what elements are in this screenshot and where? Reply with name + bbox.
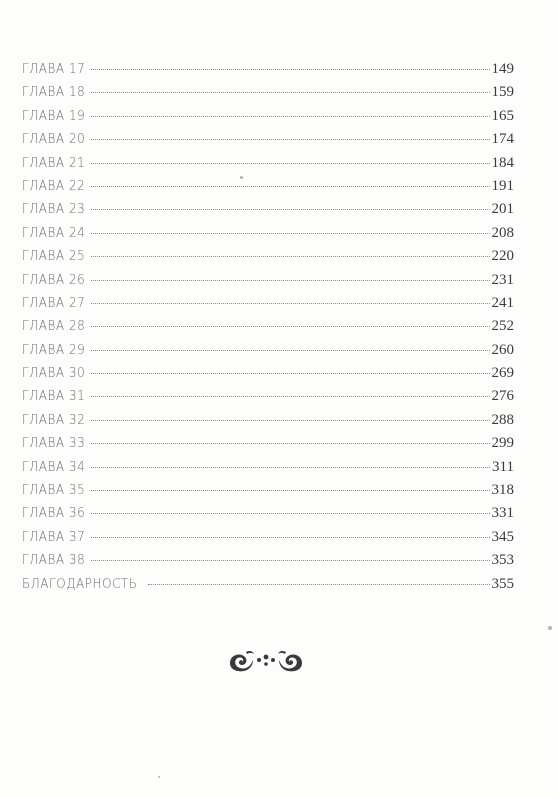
dot-leader [91,139,490,140]
toc-entry-title: ГЛАВА 34 [22,459,86,475]
toc-entry[interactable] [22,222,514,245]
toc-entry[interactable] [22,315,514,338]
toc-entry-page: 331 [491,505,514,522]
toc-entry-page: 353 [491,552,514,569]
toc-entry-title: ГЛАВА 21 [22,155,86,171]
toc-entry-title: ГЛАВА 26 [22,272,86,288]
dot-leader [148,584,490,585]
toc-entry-page: 269 [491,365,514,382]
dot-leader [91,467,490,468]
toc-entry-page: 149 [491,61,514,77]
dot-leader [91,116,490,117]
toc-entry[interactable] [22,105,514,128]
toc-entry[interactable] [22,175,514,198]
toc-entry-title: ГЛАВА 37 [22,529,86,545]
toc-entry-title: ГЛАВА 24 [22,225,86,241]
toc-entry-page: 241 [491,294,514,311]
dot-leader [91,560,490,561]
paper-speck [158,776,160,778]
dot-leader [91,373,490,374]
dot-leader [91,350,490,351]
toc-entry[interactable] [22,362,514,385]
dot-leader [91,186,490,187]
toc-entry-page: 311 [492,458,514,475]
toc-entry[interactable] [22,456,514,479]
toc-entry-title: ГЛАВА 22 [22,178,86,194]
toc-entry[interactable] [22,269,514,292]
toc-entry-page: 201 [491,201,514,218]
toc-entry-page: 208 [491,224,514,241]
toc-entry-page: 252 [491,318,514,335]
dot-leader [91,396,490,397]
paper-speck [548,626,552,630]
dot-leader [91,490,490,491]
toc-entry[interactable] [22,479,514,502]
toc-entry-page: 276 [491,388,514,405]
toc-entry-title: ГЛАВА 29 [22,342,86,358]
dot-leader [91,92,490,93]
dot-leader [91,513,490,514]
toc-entry-page: 220 [491,248,514,265]
toc-entry-title: ГЛАВА 27 [22,295,86,311]
toc-entry-page: 345 [491,528,514,545]
toc-entry-page: 191 [491,177,514,194]
toc-entry-page: 231 [491,271,514,288]
toc-entry-title: ГЛАВА 20 [22,132,86,148]
dot-leader [91,326,490,327]
toc-entry-title: ГЛАВА 30 [22,366,86,382]
toc-entry-title: ГЛАВА 28 [22,319,86,335]
toc-entry[interactable] [22,128,514,151]
toc-entry[interactable] [22,385,514,408]
toc-entry[interactable] [22,339,514,362]
toc-entry-title: ГЛАВА 23 [22,202,86,218]
toc-entry-title: ГЛАВА 19 [22,108,86,124]
toc-entry-page: 260 [491,341,514,358]
toc-entry-title: ГЛАВА 35 [22,483,86,499]
toc-entry-page: 299 [491,435,514,452]
toc-entry-title: ГЛАВА 31 [22,389,86,405]
dot-leader [91,443,490,444]
dot-leader [91,163,490,164]
toc-entry-page: 355 [491,575,514,592]
dot-leader [91,537,490,538]
toc-entry[interactable] [22,292,514,315]
toc-entry[interactable] [22,526,514,549]
flourish-ornament-icon [226,646,306,676]
toc-entry-title: ГЛАВА 25 [22,249,86,265]
toc-entry-page: 184 [491,154,514,171]
toc-entry-title: ГЛАВА 32 [22,412,86,428]
dot-leader [91,233,490,234]
toc-entry[interactable] [22,502,514,525]
toc-entry[interactable] [22,198,514,221]
dot-leader [91,256,490,257]
toc-entry-title: ГЛАВА 36 [22,506,86,522]
toc-entry-title: БЛАГОДАРНОСТЬ [22,576,138,592]
toc-entry-page: 288 [491,411,514,428]
toc-entry[interactable] [22,409,514,432]
toc-entry[interactable] [22,152,514,175]
toc-entry-page: 165 [491,107,514,124]
toc-entry[interactable] [22,549,514,572]
toc-entry-page: 174 [491,131,514,148]
dot-leader [91,420,490,421]
toc-entry-title: ГЛАВА 17 [22,62,86,77]
toc-entry-title: ГЛАВА 33 [22,436,86,452]
dot-leader [91,303,490,304]
toc-entry-title: ГЛАВА 38 [22,553,86,569]
dot-leader [91,280,490,281]
toc-entry-page: 159 [491,84,514,101]
toc-entry[interactable] [22,81,514,104]
dot-leader [91,209,490,210]
toc-entry[interactable] [22,432,514,455]
toc-entry[interactable] [22,58,514,81]
dot-leader [91,69,490,70]
toc-entry[interactable] [22,245,514,268]
toc-entry[interactable] [22,573,514,596]
paper-speck [240,176,243,179]
toc-entry-title: ГЛАВА 18 [22,85,86,101]
toc-entry-page: 318 [491,482,514,499]
table-of-contents [22,58,514,596]
